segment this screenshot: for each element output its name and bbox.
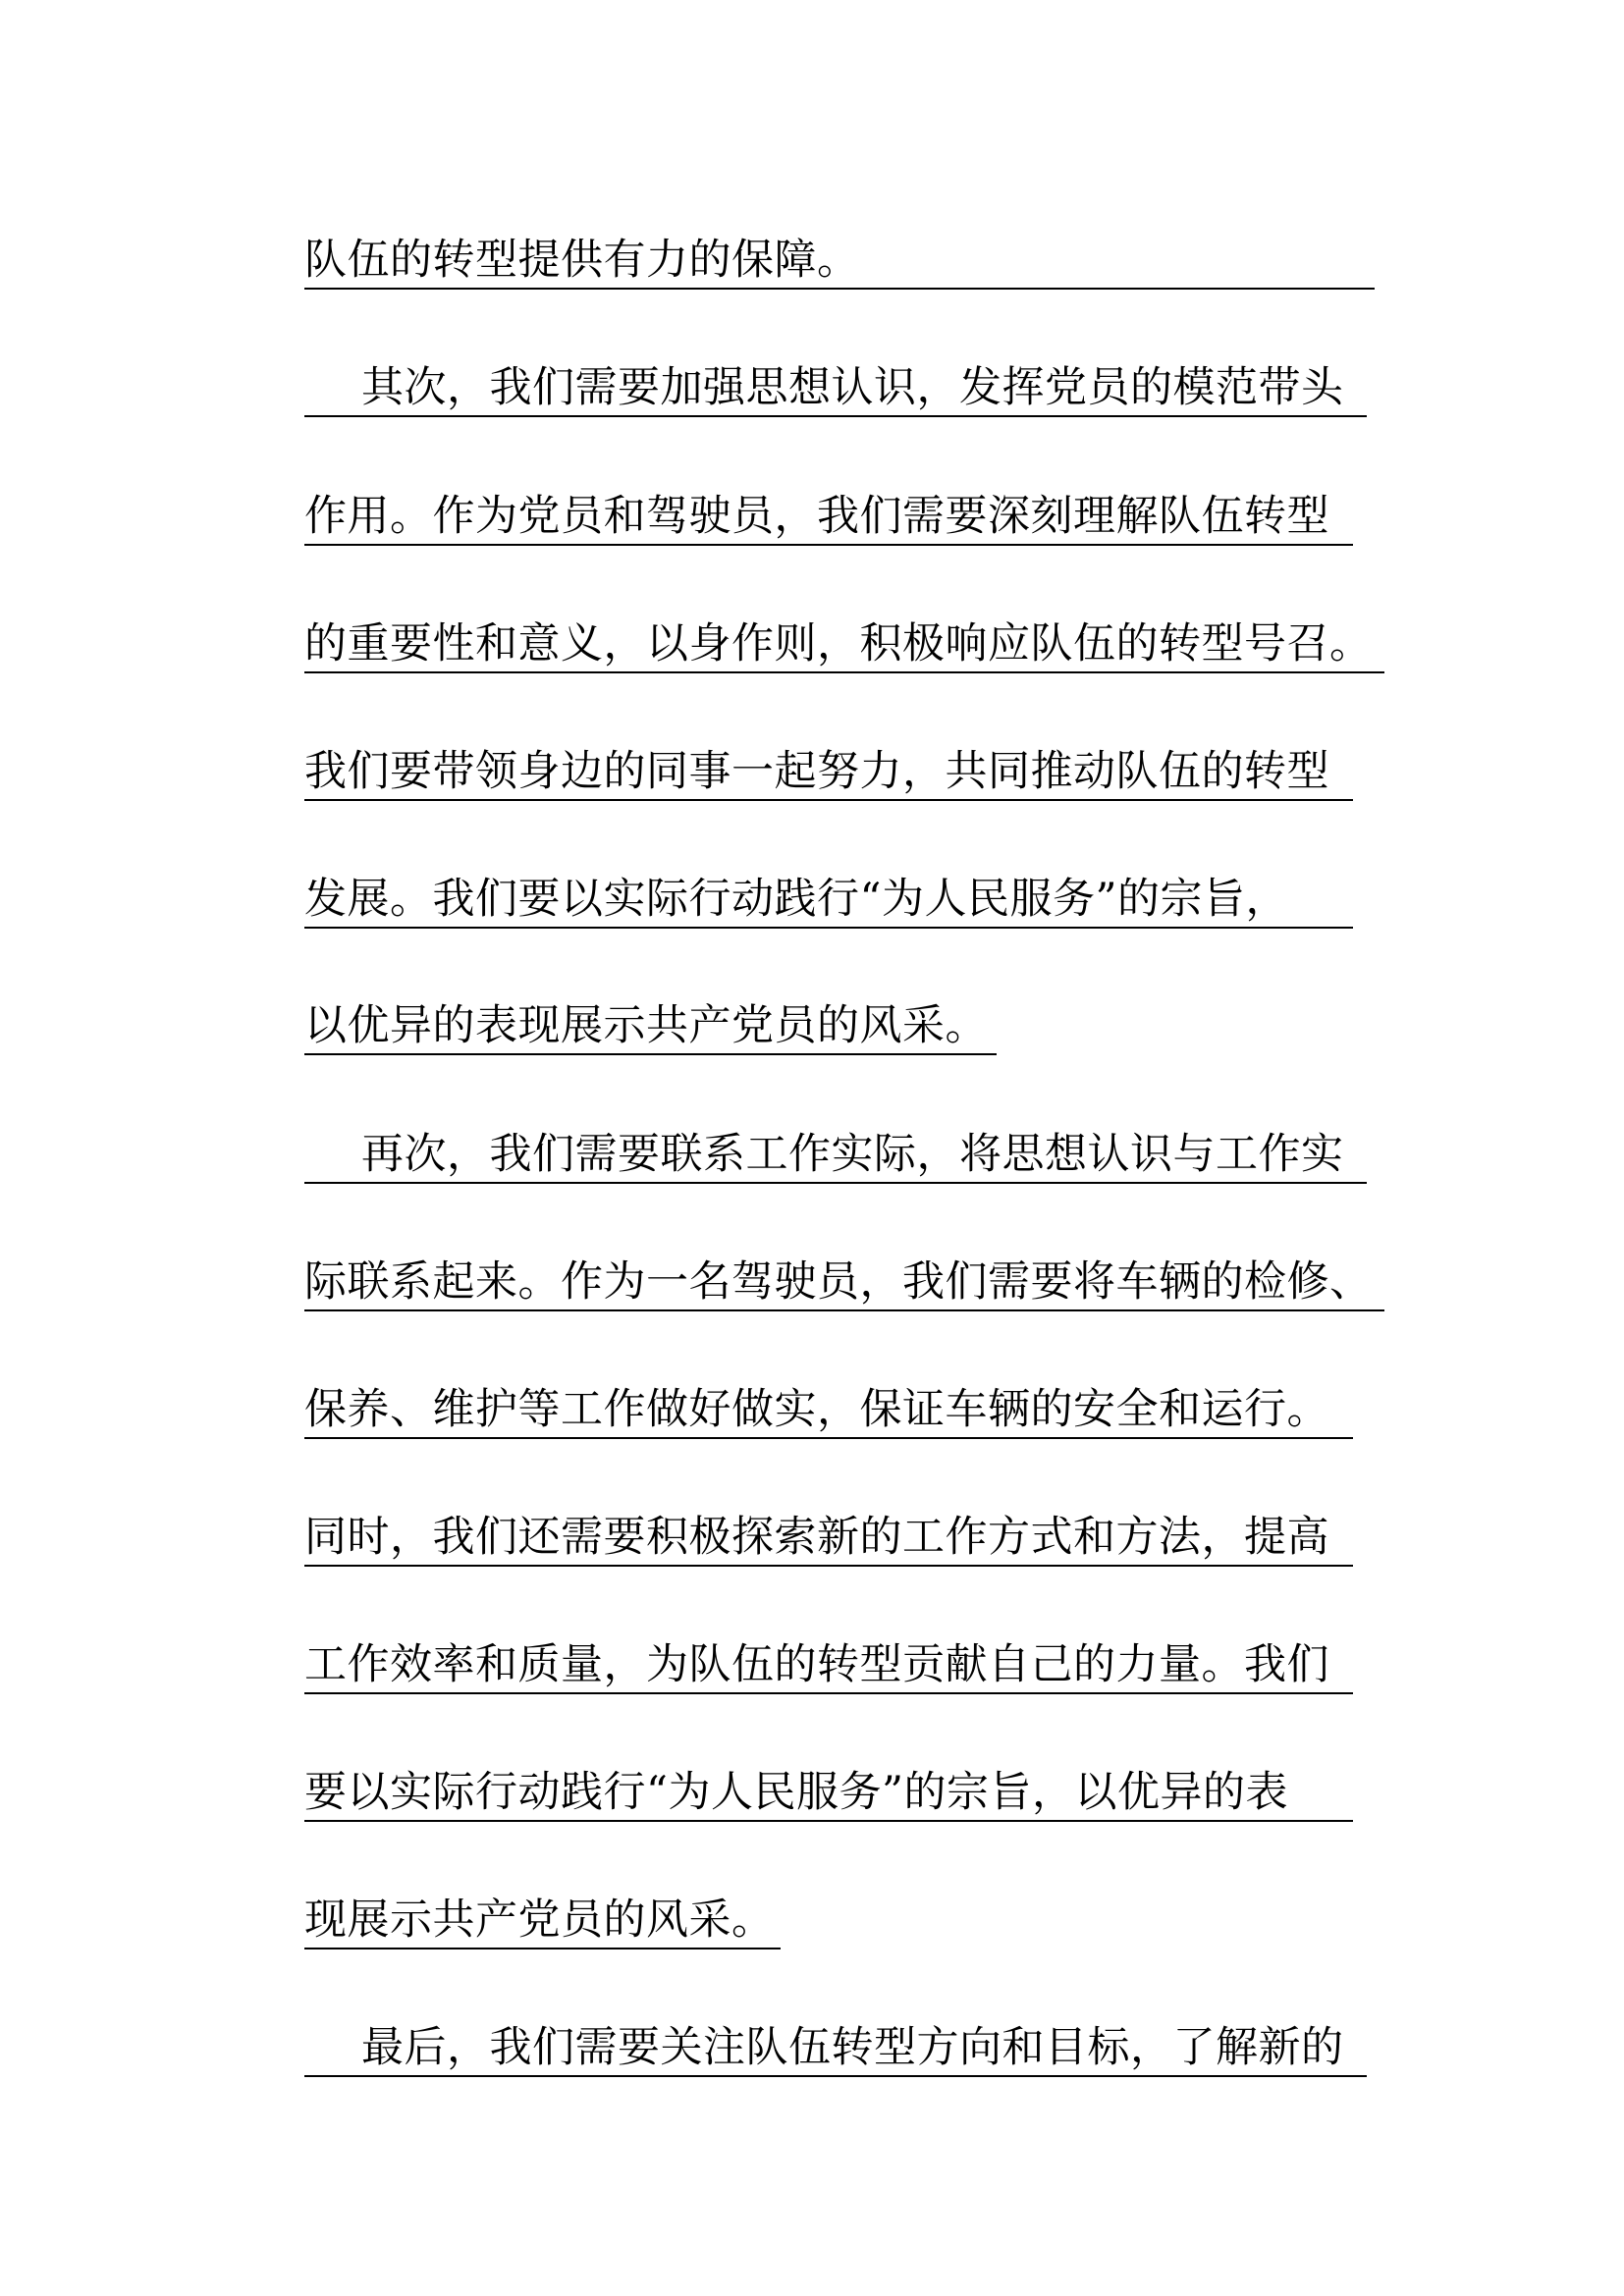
text-line: 队伍的转型提供有力的保障。 [304,231,1375,290]
text-line: 以优异的表现展示共产党员的风采。 [304,996,997,1055]
paragraph-first-line: 其次，我们需要加强思想认识，发挥党员的模范带头 [304,358,1367,417]
text-line: 发展。我们要以实际行动践行“为人民服务”的宗旨， [304,870,1353,929]
text-line: 要以实际行动践行“为人民服务”的宗旨，以优异的表 [304,1763,1353,1822]
text-line: 同时，我们还需要积极探索新的工作方式和方法，提高 [304,1508,1353,1567]
text-line: 我们要带领身边的同事一起努力，共同推动队伍的转型 [304,742,1353,801]
text-line: 现展示共产党员的风采。 [304,1891,781,1949]
paragraph-first-line: 最后，我们需要关注队伍转型方向和目标，了解新的 [304,2018,1367,2077]
text-line: 际联系起来。作为一名驾驶员，我们需要将车辆的检修、 [304,1253,1384,1311]
text-line: 作用。作为党员和驾驶员，我们需要深刻理解队伍转型 [304,487,1353,546]
text-line: 保养、维护等工作做好做实，保证车辆的安全和运行。 [304,1380,1353,1439]
text-line: 的重要性和意义，以身作则，积极响应队伍的转型号召。 [304,614,1384,673]
text-line: 工作效率和质量，为队伍的转型贡献自己的力量。我们 [304,1635,1353,1694]
paragraph-first-line: 再次，我们需要联系工作实际，将思想认识与工作实 [304,1125,1367,1184]
